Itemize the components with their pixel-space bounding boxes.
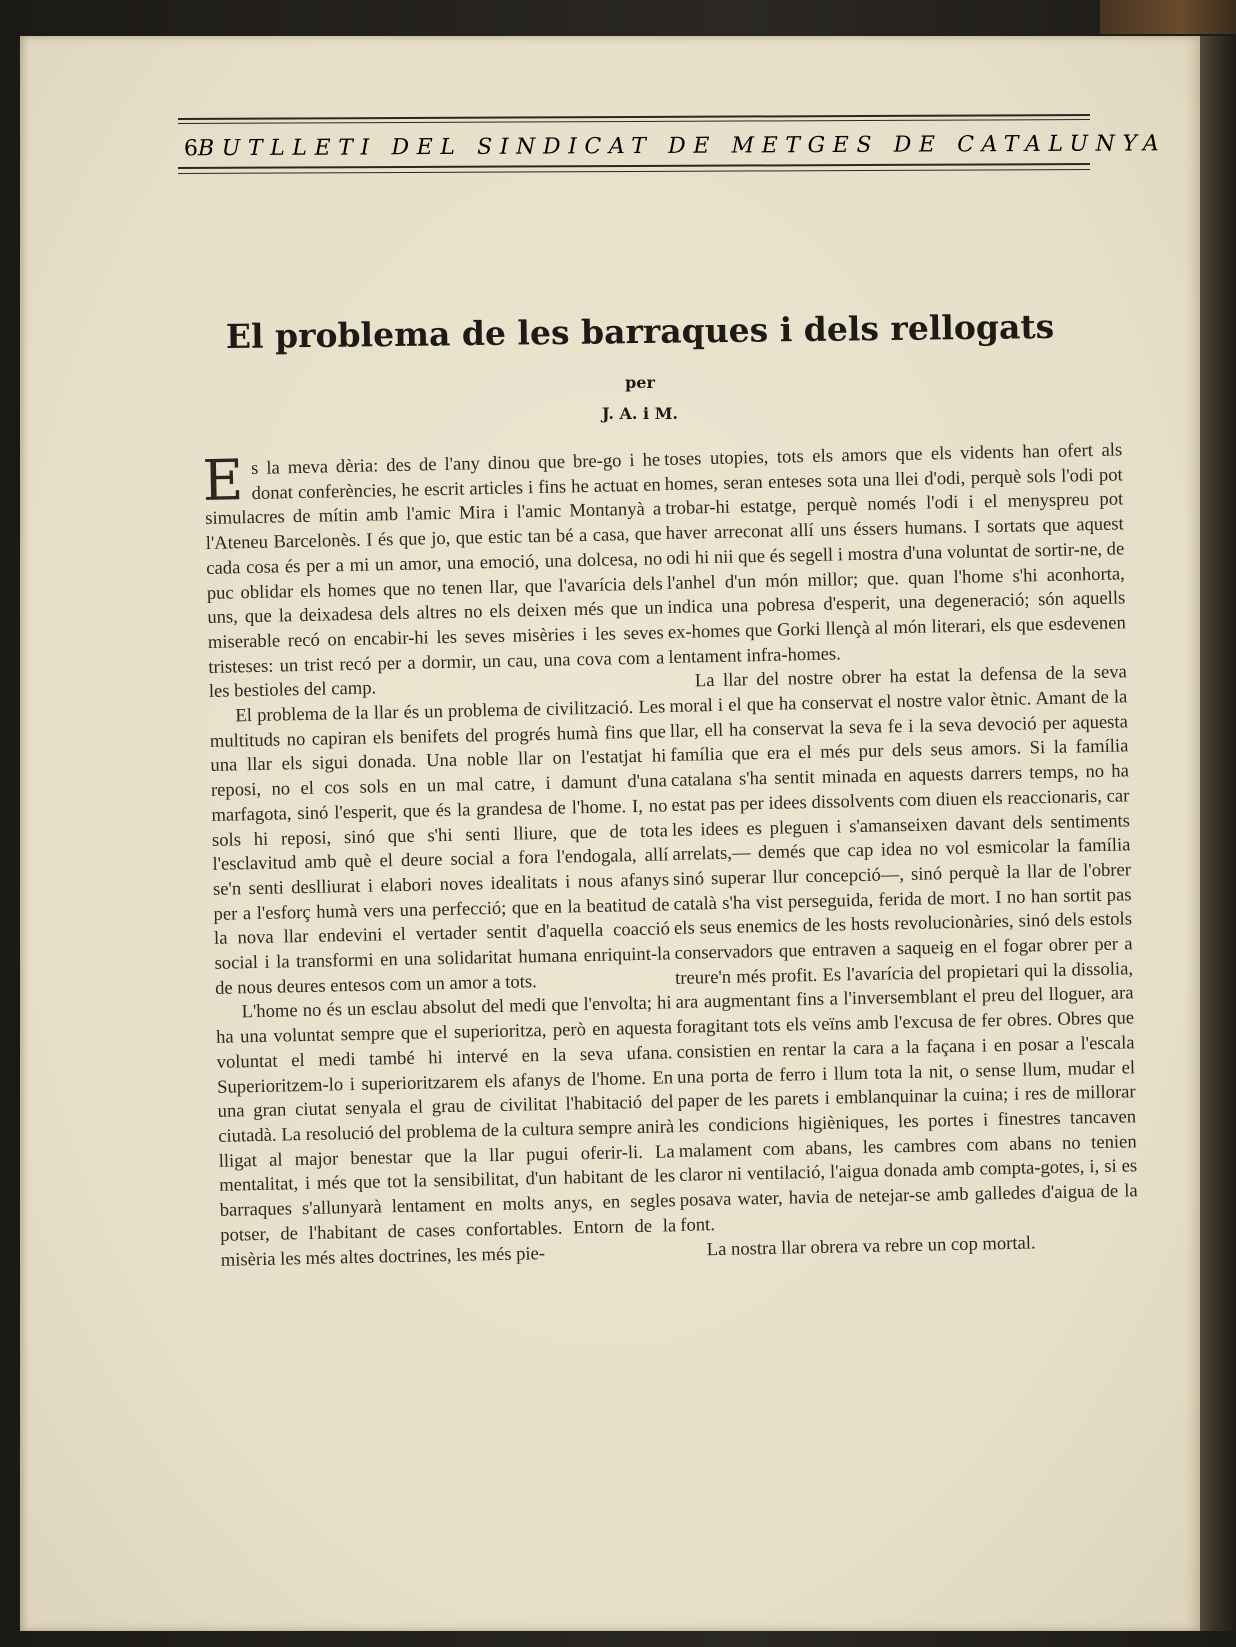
page-number: 6 xyxy=(183,135,199,161)
paragraph: toses utopies, tots els amors que els vidents han ofert als homes, seran enteses sota una llei d'odi, perquè sols l'odi pot trobar-hi estatge, perquè només l'odi i el menyspreu pot haver arreconat allí uns éssers humans. I sortats que aquest odi hi nii que és segell i mostra d'una voluntat de sortir-ne, de l'anhel d'un món millor; que. quan l'home s'hi aconhorta, indica una pobresa d'esperit, una degeneració; són aquells ex-homes que Gorki llençà al món literari, els que esdevenen lentament infra-homes. xyxy=(664,439,1126,668)
left-column xyxy=(201,448,677,1273)
paragraph: L'home no és un esclau absolut del medi que l'envolta; hi ha una voluntat sempre que el superioritza, però en aquesta voluntat el medi també hi intervé en la seva ufana. Superioritzem-lo i superioritzarem els afanys de l'home. En una gran ciutat senyala el grau de civilitat l'habitació del ciutadà. La resolució del problema de la cultura sempre anirà lligat al major benestar que la llar pugui oferir-li. La mentalitat, i més que tot la sensibilitat, d'un habitant de les barraques s'allunyarà lentament en molts anys, en segles potser, de l'habitant de cases confortables. Entorn de la misèria les més altes doctrines, les més pie- xyxy=(215,992,677,1271)
paragraph xyxy=(201,448,665,705)
drop-cap: E xyxy=(201,448,245,515)
journal-title: BUTLLETI DEL SINDICAT DE METGES DE CATALUNYA xyxy=(197,130,1167,161)
page-edge xyxy=(1198,36,1236,1631)
paragraph: La nostra llar obrera va rebre un cop mortal. xyxy=(706,1231,1036,1260)
running-header xyxy=(178,126,1167,167)
paragraph: El problema de la llar és un problema de civilització. Les multituds no capiran els benifets del progrés humà fins que una llar els sigui donada. Una noble llar on l'estatjat hi reposi, no el cos sols en un mal catre, i damunt d'una marfagota, sinó l'esperit, que és la grandesa de l'home. I, no sols hi reposi, sinó que s'hi senti lliure, que de tota l'esclavitud amb què el deure social a fora l'endogala, allí se'n senti deslliurat i elabori noves idealitats i nous afanys per a l'esforç humà vers una perfecció; que en la beatitud de la nova llar endevini el vertader sentit d'aquella coacció social i la transformi en una solidaritat humana enriquint-la de nous deures entesos com un amor a tots. xyxy=(209,696,671,999)
byline-per: per xyxy=(625,373,655,392)
binding-tab xyxy=(1100,0,1236,34)
article-author: J. A. i M. xyxy=(602,404,678,423)
paragraph: La llar del nostre obrer ha estat la defensa de la seva moral i el que ha conservat el nostre valor ètnic. Amant de la llar, ell ha conservat la seva fe i la seva devoció per aquesta família que era el més pur dels seus amors. Si la família catalana s'ha sentit minada en aquests darrers temps, no ha estat pas per idees dissolvents com diuen els reaccionaris, car les idees es pleguen i s'amanseixen davant dels sentiments arrelats,— demés que cap idea no vol esmicolar la família sinó superar llur concepció—, sinó perquè la llar de l'obrer català s'ha vist perseguida, ferida de mort. I no han sortit pas els seus enemics de les hosts revolucionàries, sinó dels estols conservadors que entraven a saqueig en el fogar obrer per a treure'n més profit. Es l'avarícia del propietari qui la dissolia, ara augmentant fins a l'inversemblant el preu del lloguer, ara foragitant tots els veïns amb l'excusa de fer obres. Obres que consistien en rentar la cara a la façana i en posar a l'escala una porta de ferro i llum tota la nit, o sense llum, mudar el paper de les parets i emblanquinar la cuina; i res de millorar les condicions higièniques, les portes i finestres tancaven malament com abans, les cambres com abans no tenien claror ni ventilació, l'aigua donada amb compta-gotes, i, si es posava water, havia de netejar-se amb galledes d'aigua de la font. xyxy=(669,661,1138,1236)
article-title: El problema de les barraques i dels rellogats xyxy=(225,306,1055,357)
paragraph-text: s la meva dèria: des de l'any dinou que bre-go i he donat conferències, he escrit articles i fins he actuat en simulacres de mítin amb l'amic Mira i l'amic Montanyà a l'Ateneu Barcelonès. I és que jo, que estic tan bé a casa, que cada cosa és per a mi un amor, una emoció, una dolcesa, no puc oblidar els homes que no tenen llar, que l'avarícia dels uns, que la deixadesa dels altres no els deixen més que un miserable recó on encabir-hi les seves misèries i les seves tristeses: un trist recó per a dormir, un cau, una cova com a les bestioles del camp. xyxy=(205,449,665,703)
right-column xyxy=(664,438,1139,1263)
